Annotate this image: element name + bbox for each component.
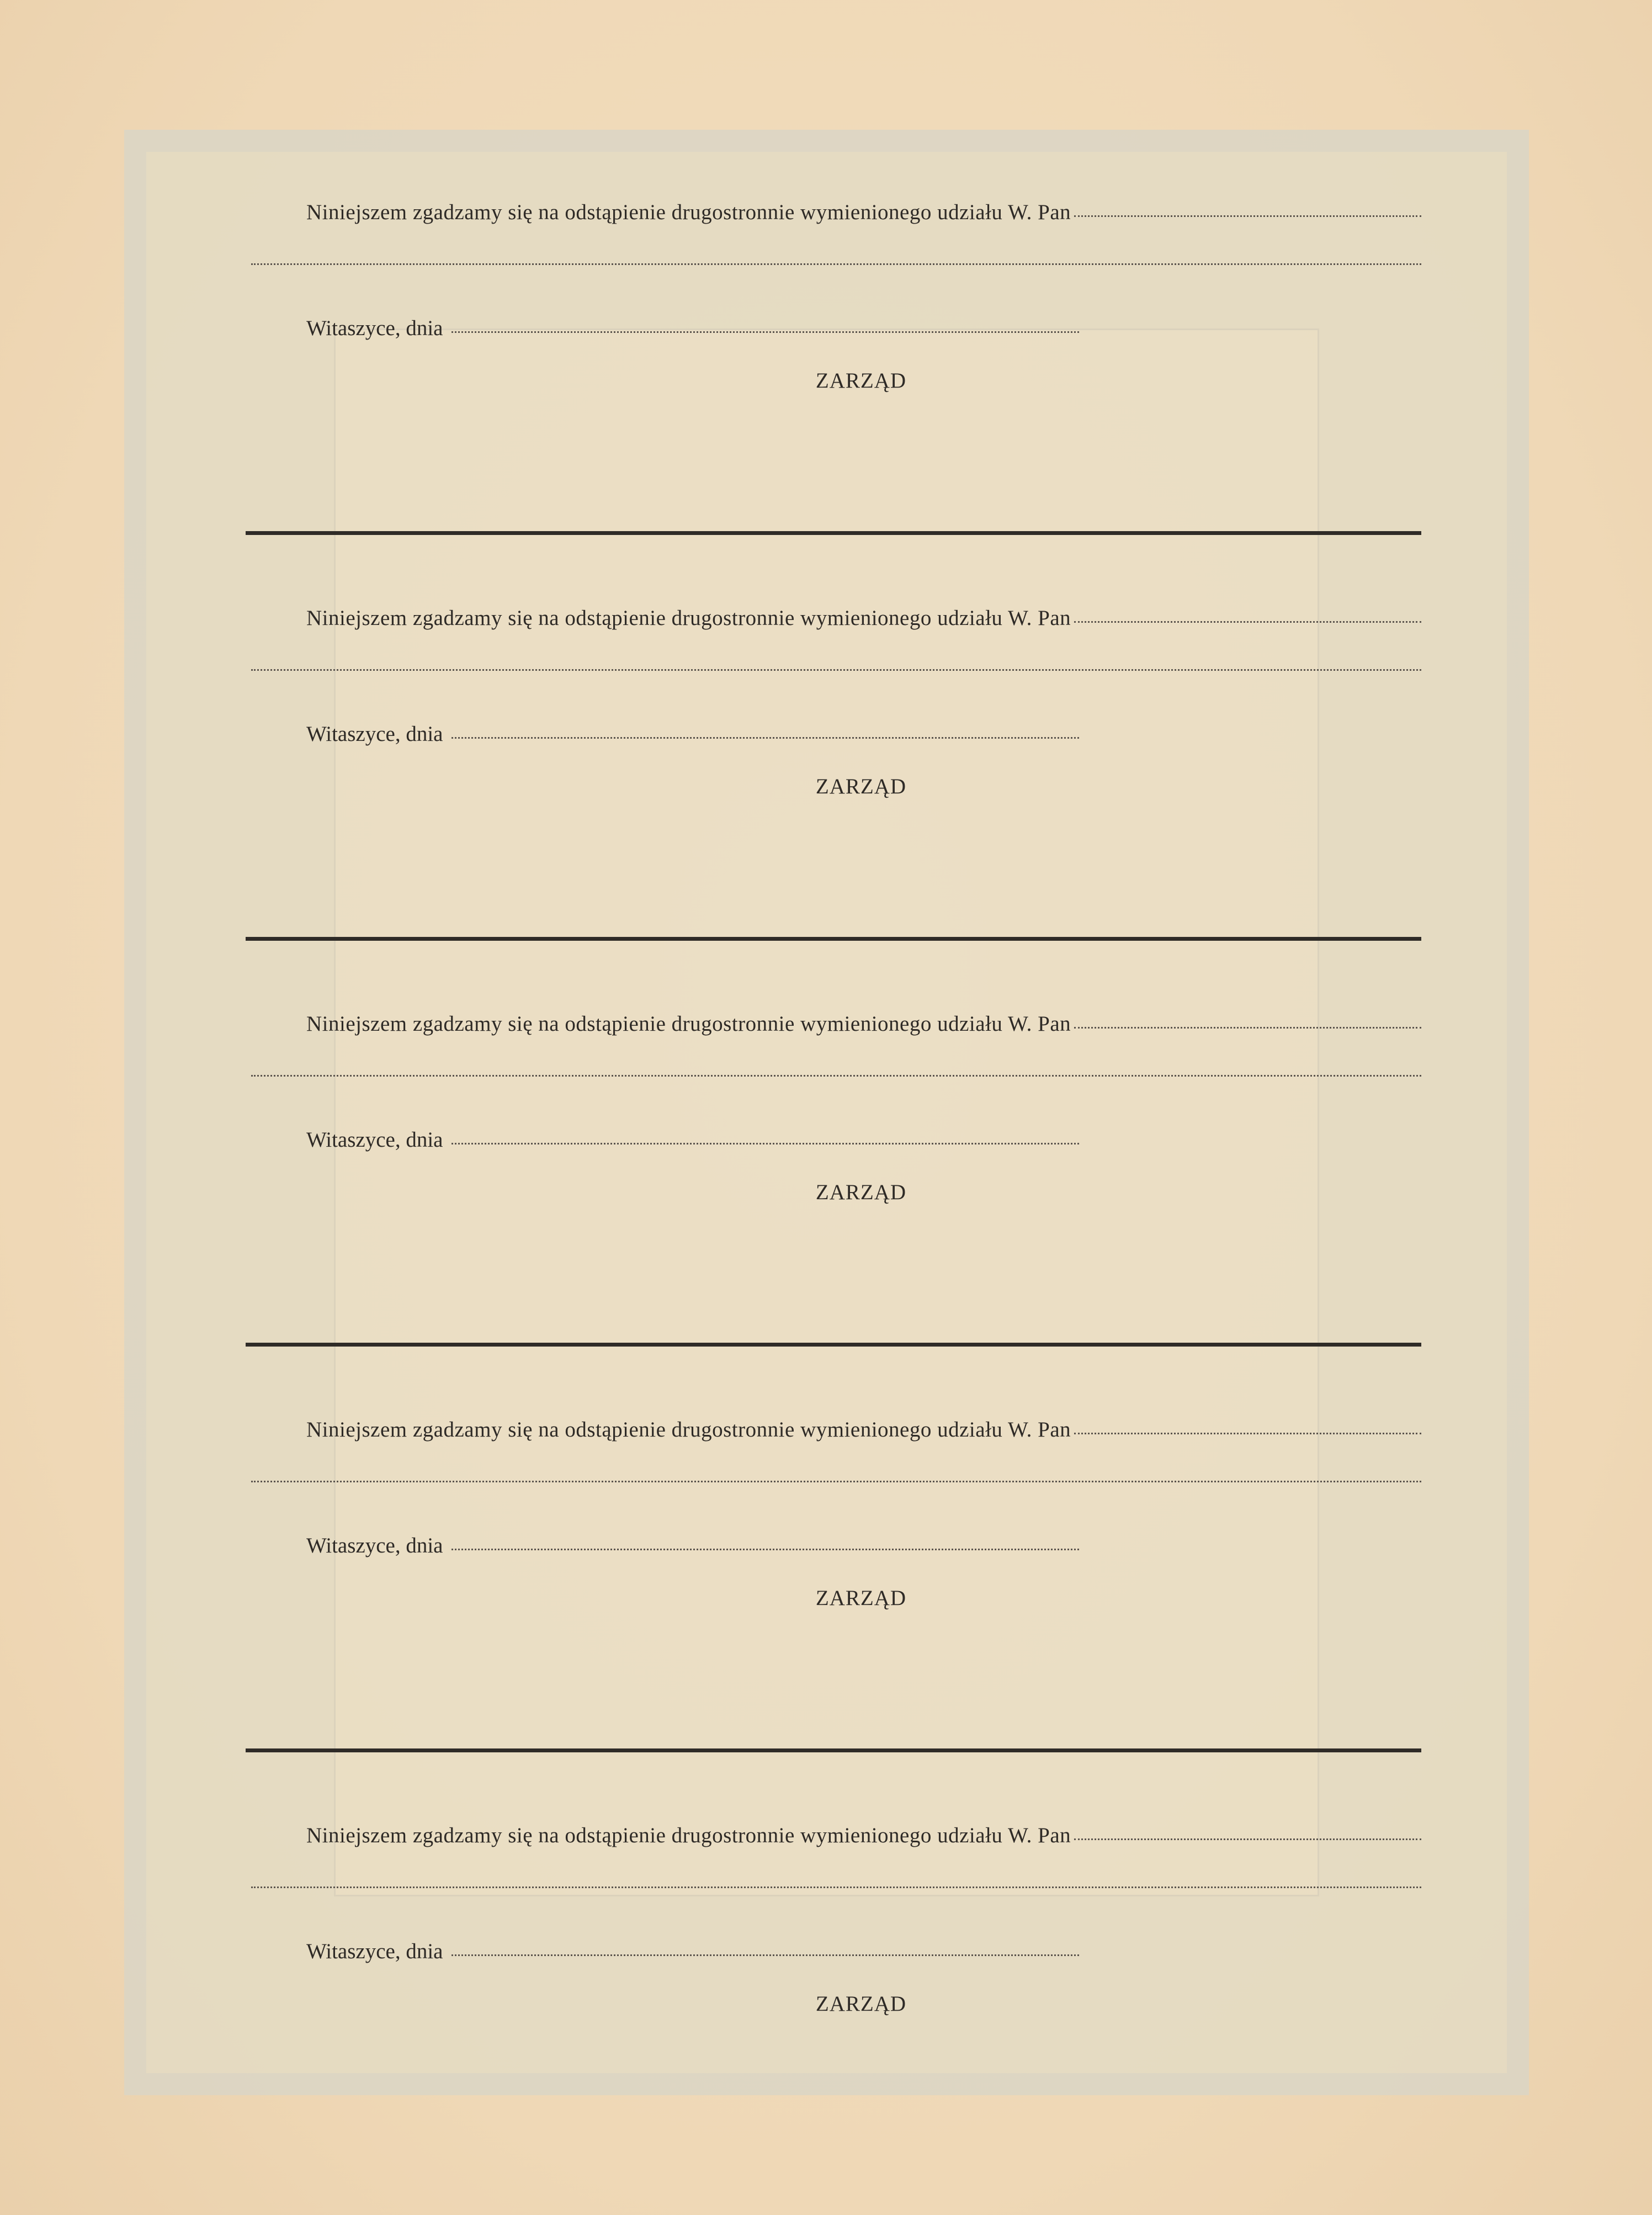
transfer-block-2 <box>246 606 1421 992</box>
place-date-line <box>306 1127 1079 1152</box>
place-date-line <box>306 316 1079 341</box>
transfer-block-1 <box>246 200 1421 586</box>
place-date-line <box>306 722 1079 746</box>
transfer-block-4 <box>246 1417 1421 1804</box>
name-continuation-field[interactable] <box>251 1887 1421 1888</box>
date-field[interactable] <box>451 1954 1079 1956</box>
separator-rule <box>246 1748 1421 1752</box>
transfer-block-5 <box>246 1823 1421 2209</box>
signatory-label: ZARZĄD <box>815 1180 907 1204</box>
signatory-label: ZARZĄD <box>815 369 907 393</box>
name-continuation-field[interactable] <box>251 263 1421 265</box>
separator-rule <box>246 531 1421 535</box>
consent-text: Niniejszem zgadzamy się na odstąpienie drugostronnie wymienionego udziału W. Pan <box>306 606 1071 630</box>
place-date-label: Witaszyce, dnia <box>306 1534 443 1557</box>
consent-line <box>306 200 1421 225</box>
place-date-label: Witaszyce, dnia <box>306 722 443 746</box>
place-date-label: Witaszyce, dnia <box>306 316 443 340</box>
name-field[interactable] <box>1074 1027 1421 1029</box>
consent-text: Niniejszem zgadzamy się na odstąpienie drugostronnie wymienionego udziału W. Pan <box>306 1824 1071 1847</box>
name-field[interactable] <box>1074 215 1421 217</box>
consent-text: Niniejszem zgadzamy się na odstąpienie drugostronnie wymienionego udziału W. Pan <box>306 200 1071 224</box>
date-field[interactable] <box>451 737 1079 739</box>
separator-rule <box>246 1343 1421 1347</box>
date-field[interactable] <box>451 1143 1079 1144</box>
place-date-label: Witaszyce, dnia <box>306 1940 443 1963</box>
name-field[interactable] <box>1074 1838 1421 1840</box>
consent-text: Niniejszem zgadzamy się na odstąpienie drugostronnie wymienionego udziału W. Pan <box>306 1418 1071 1442</box>
date-field[interactable] <box>451 1549 1079 1550</box>
name-continuation-field[interactable] <box>251 1481 1421 1482</box>
consent-line <box>306 1823 1421 1848</box>
date-field[interactable] <box>451 331 1079 333</box>
place-date-line <box>306 1533 1079 1558</box>
consent-line <box>306 606 1421 630</box>
consent-line <box>306 1011 1421 1036</box>
name-field[interactable] <box>1074 1433 1421 1434</box>
name-continuation-field[interactable] <box>251 1075 1421 1077</box>
place-date-line <box>306 1939 1079 1964</box>
signatory-label: ZARZĄD <box>815 775 907 798</box>
consent-text: Niniejszem zgadzamy się na odstąpienie drugostronnie wymienionego udziału W. Pan <box>306 1012 1071 1036</box>
name-field[interactable] <box>1074 621 1421 623</box>
signatory-label: ZARZĄD <box>815 1586 907 1610</box>
consent-line <box>306 1417 1421 1442</box>
place-date-label: Witaszyce, dnia <box>306 1128 443 1152</box>
separator-rule <box>246 937 1421 941</box>
transfer-block-3 <box>246 1011 1421 1398</box>
signatory-label: ZARZĄD <box>815 1992 907 2016</box>
name-continuation-field[interactable] <box>251 669 1421 671</box>
